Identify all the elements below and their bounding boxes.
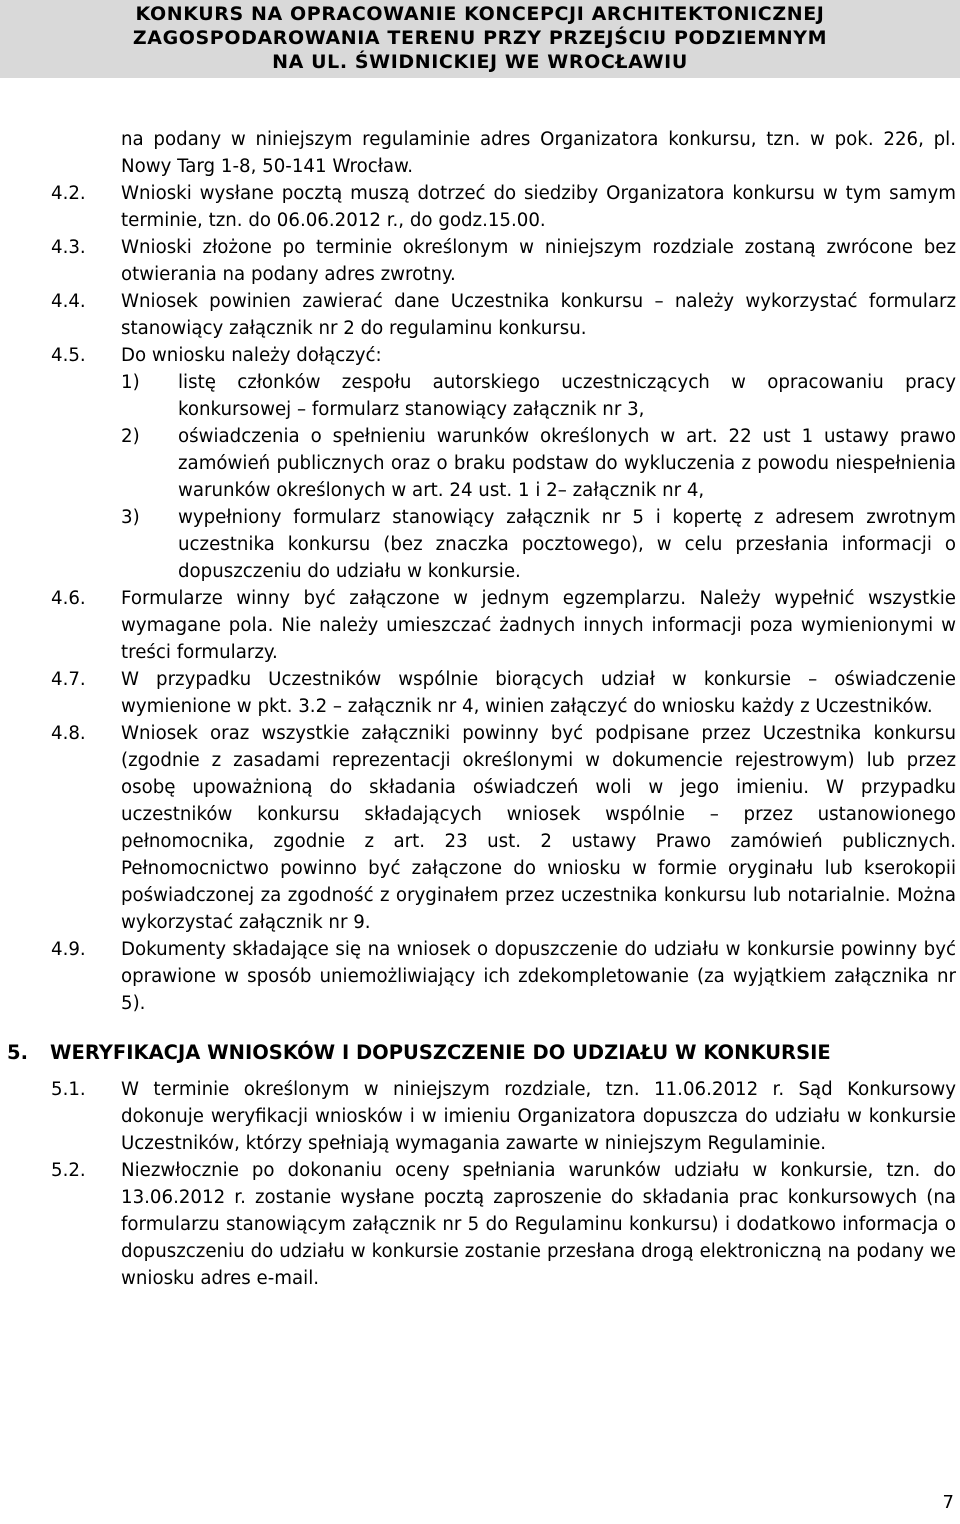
paragraph-text: Formularze winny być załączone w jednym egzemplarzu. Należy wypełnić wszystkie wymagane pola. Nie należy umieszczać żadnych innych informacji poza wymienionymi w treści formularzy. [121, 588, 956, 663]
paragraph-text: W przypadku Uczestników wspólnie biorących udział w konkursie – oświadczenie wymienione w pkt. 3.2 – załącznik nr 4, winien załączyć do wniosku każdy z Uczestników. [121, 669, 956, 717]
paragraph-5-2 [0, 1157, 960, 1292]
document-header [0, 0, 960, 78]
document-body [0, 126, 960, 1292]
paragraph-text: Wniosek powinien zawierać dane Uczestnika konkursu – należy wykorzystać formularz stanowiący załącznik nr 2 do regulaminu konkursu. [121, 291, 956, 339]
paragraph-number: 5.1. [51, 1079, 86, 1100]
paragraph-number: 4.8. [51, 723, 86, 744]
list-item-number: 3) [121, 507, 140, 528]
paragraph-text: Do wniosku należy dołączyć: [121, 345, 382, 366]
list-item [0, 369, 960, 423]
section-title: WERYFIKACJA WNIOSKÓW I DOPUSZCZENIE DO UDZIAŁU W KONKURSIE [50, 1041, 831, 1064]
paragraph-5-1 [0, 1076, 960, 1157]
paragraph-continuation: na podany w niniejszym regulaminie adres Organizatora konkursu, tzn. w pok. 226, pl. Nowy Targ 1-8, 50-141 Wrocław. [121, 129, 956, 177]
paragraph-number: 4.3. [51, 237, 86, 258]
paragraph-text: Wnioski złożone po terminie określonym w niniejszym rozdziale zostaną zwrócone bez otwierania na podany adres zwrotny. [121, 237, 956, 285]
paragraph-text: Wniosek oraz wszystkie załączniki powinny być podpisane przez Uczestnika konkursu (zgodnie z zasadami reprezentacji określonymi w dokumencie rejestrowym) lub przez osobę upoważnioną do składania oświadczeń woli w jego imieniu. W przypadku uczestników konkursu składających wniosek wspólnie – przez ustanowionego pełnomocnika, zgodnie z art. 23 ust. 2 ustawy Prawo zamówień publicznych. Pełnomocnictwo powinno być załączone do wniosku w formie oryginału lub kserokopii poświadczonej za zgodność z oryginałem przez uczestnika konkursu lub notarialnie. Można wykorzystać załącznik nr 9. [121, 723, 956, 933]
paragraph-4-9 [0, 936, 960, 1017]
list-item-text: oświadczenia o spełnieniu warunków określonych w art. 22 ust 1 ustawy prawo zamówień publicznych oraz o braku podstaw do wykluczenia z powodu niespełnienia warunków określonych w art. 24 ust. 1 i 2– załącznik nr 4, [178, 426, 956, 501]
paragraph-number: 4.4. [51, 291, 86, 312]
header-line-1: KONKURS NA OPRACOWANIE KONCEPCJI ARCHITEKTONICZNEJ [135, 3, 825, 25]
paragraph-number: 4.2. [51, 183, 86, 204]
list-item-text: wypełniony formularz stanowiący załącznik nr 5 i kopertę z adresem zwrotnym uczestnika konkursu (bez znaczka pocztowego), w celu przesłania informacji o dopuszczeniu do udziału w konkursie. [178, 507, 956, 582]
paragraph-number: 4.7. [51, 669, 86, 690]
paragraph-4-8 [0, 720, 960, 936]
paragraph-number: 4.5. [51, 345, 86, 366]
paragraph-text: Wnioski wysłane pocztą muszą dotrzeć do siedziby Organizatora konkursu w tym samym terminie, tzn. do 06.06.2012 r., do godz.15.00. [121, 183, 956, 231]
header-line-3: NA UL. ŚWIDNICKIEJ WE WROCŁAWIU [272, 51, 688, 73]
paragraph-4-4 [0, 288, 960, 342]
list-item-text: listę członków zespołu autorskiego uczestniczących w opracowaniu pracy konkursowej – formularz stanowiący załącznik nr 3, [178, 372, 956, 420]
list-item-number: 2) [121, 426, 140, 447]
header-line-2: ZAGOSPODAROWANIA TERENU PRZY PRZEJŚCIU PODZIEMNYM [132, 27, 828, 49]
paragraph-4-3 [0, 234, 960, 288]
list-item [0, 504, 960, 585]
paragraph-4-2 [0, 180, 960, 234]
section-heading [0, 1039, 960, 1066]
page-number: 7 [942, 1492, 954, 1513]
paragraph-number: 4.9. [51, 939, 86, 960]
list-item-number: 1) [121, 372, 140, 393]
section-number: 5. [7, 1041, 28, 1064]
paragraph-text: Dokumenty składające się na wniosek o dopuszczenie do udziału w konkursie powinny być oprawione w sposób uniemożliwiający ich zdekompletowanie (za wyjątkiem załącznika nr 5). [121, 939, 956, 1014]
paragraph-4-5 [0, 342, 960, 369]
paragraph-4-7 [0, 666, 960, 720]
paragraph-text: Niezwłocznie po dokonaniu oceny spełniania warunków udziału w konkursie, tzn. do 13.06.2012 r. zostanie wysłane pocztą zaproszenie do składania prac konkursowych (na formularzu stanowiącym załącznik nr 5 do Regulaminu konkursu) i dodatkowo informacja o dopuszczeniu do udziału w konkursie zostanie przesłana drogą elektroniczną na podany we wniosku adres e-mail. [121, 1160, 956, 1289]
paragraph-4-6 [0, 585, 960, 666]
paragraph-number: 4.6. [51, 588, 86, 609]
paragraph-text: W terminie określonym w niniejszym rozdziale, tzn. 11.06.2012 r. Sąd Konkursowy dokonuje weryfikacji wniosków i w imieniu Organizatora dopuszcza do udziału w konkursie Uczestników, którzy spełniają wymagania zawarte w niniejszym Regulaminie. [121, 1079, 956, 1154]
list-item [0, 423, 960, 504]
paragraph-number: 5.2. [51, 1160, 86, 1181]
